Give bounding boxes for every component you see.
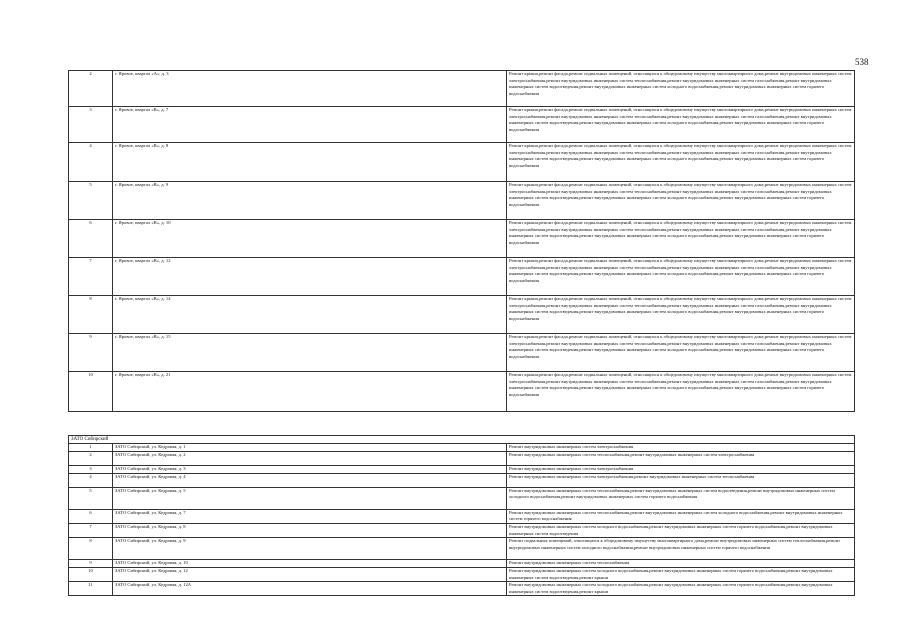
row-work-types: Ремонт внутридомовых инженерных систем холодного водоснабжения,ремонт внутридомовых инженерных систем горячего водоснабжения,ремонт внутридомовых инженерных систем водоотведения,ремонт крыши	[507, 582, 855, 596]
row-work-types: Ремонт крыши,ремонт фасада,ремонт подвальных помещений, относящихся к общедомовому имуществу многоквартирного дома,ремонт внутридомовых инженерных систем электроснабжения,ремонт внутридомовых инженерных систем теплоснабжения,ремонт внутридомовых инженерных систем газоснабжения,ремонт внутридомовых инженерных систем водоотведения,ремонт внутридомовых инженерных систем холодного водоснабжения,ремонт внутридомовых инженерных систем горячего водоснабжения	[507, 334, 855, 372]
row-number: 8	[69, 296, 113, 334]
table-row	[69, 582, 855, 596]
row-work-types: Ремонт внутридомовых инженерных систем холодного водоснабжения,ремонт внутридомовых инженерных систем горячего водоснабжения,ремонт внутридомовых инженерных систем водоотведения	[507, 523, 855, 537]
row-address: г. Яровое, квартал «В», д. 12	[113, 258, 507, 296]
table-row	[69, 334, 855, 372]
row-address: г. Яровое, квартал «В», д. 8	[113, 143, 507, 182]
row-number: 2	[69, 451, 113, 465]
row-address: ЗАТО Сибирский, ул. Кедровая, д. 8	[113, 523, 507, 537]
row-address: ЗАТО Сибирский, ул. Кедровая, д. 3	[113, 465, 507, 473]
row-address: ЗАТО Сибирский, ул. Кедровая, д. 10	[113, 560, 507, 568]
row-address: ЗАТО Сибирский, ул. Кедровая, д. 12	[113, 567, 507, 581]
table-row	[69, 473, 855, 487]
table-row	[69, 143, 855, 182]
row-number: 3	[69, 465, 113, 473]
row-work-types: Ремонт внутридомовых инженерных систем теплоснабжения,ремонт внутридомовых инженерных систем холодного водоснабжения,ремонт внутридомовых инженерных систем горячего водоснабжения	[507, 509, 855, 523]
table-row	[69, 538, 855, 560]
row-work-types: Ремонт внутридомовых инженерных систем электроснабжения,ремонт внутридомовых инженерных систем теплоснабжения	[507, 473, 855, 487]
row-number: 5	[69, 487, 113, 509]
row-address: г. Яровое, квартал «В», д. 7	[113, 107, 507, 143]
row-address: г. Яровое, квартал «В», д. 21	[113, 372, 507, 412]
table-row	[69, 451, 855, 465]
row-address: г. Яровое, квартал «В», д. 14	[113, 296, 507, 334]
row-address: ЗАТО Сибирский, ул. Кедровая, д. 4	[113, 473, 507, 487]
row-number: 8	[69, 538, 113, 560]
table-row	[69, 509, 855, 523]
table-row	[69, 71, 855, 107]
table-row	[69, 296, 855, 334]
section-header-row	[69, 436, 855, 444]
row-address: ЗАТО Сибирский, ул. Кедровая, д. 12А	[113, 582, 507, 596]
row-number: 6	[69, 220, 113, 258]
row-number: 10	[69, 567, 113, 581]
table-row	[69, 523, 855, 537]
row-address: г. Яровое, квартал «В», д. 15	[113, 334, 507, 372]
row-number: 2	[69, 71, 113, 107]
row-work-types: Ремонт крыши,ремонт фасада,ремонт подвальных помещений, относящихся к общедомовому имуществу многоквартирного дома,ремонт внутридомовых инженерных систем электроснабжения,ремонт внутридомовых инженерных систем теплоснабжения,ремонт внутридомовых инженерных систем газоснабжения,ремонт внутридомовых инженерных систем водоотведения,ремонт внутридомовых инженерных систем холодного водоснабжения,ремонт внутридомовых инженерных систем горячего водоснабжения	[507, 220, 855, 258]
row-work-types: Ремонт крыши,ремонт фасада,ремонт подвальных помещений, относящихся к общедомовому имуществу многоквартирного дома,ремонт внутридомовых инженерных систем электроснабжения,ремонт внутридомовых инженерных систем теплоснабжения,ремонт внутридомовых инженерных систем газоснабжения,ремонт внутридомовых инженерных систем водоотведения,ремонт внутридомовых инженерных систем холодного водоснабжения,ремонт внутридомовых инженерных систем горячего водоснабжения	[507, 71, 855, 107]
section-title: ЗАТО Сибирский	[69, 436, 855, 444]
row-work-types: Ремонт крыши,ремонт фасада,ремонт подвальных помещений, относящихся к общедомовому имуществу многоквартирного дома,ремонт внутридомовых инженерных систем электроснабжения,ремонт внутридомовых инженерных систем теплоснабжения,ремонт внутридомовых инженерных систем газоснабжения,ремонт внутридомовых инженерных систем водоотведения,ремонт внутридомовых инженерных систем холодного водоснабжения,ремонт внутридомовых инженерных систем горячего водоснабжения	[507, 107, 855, 143]
row-work-types: Ремонт крыши,ремонт фасада,ремонт подвальных помещений, относящихся к общедомовому имуществу многоквартирного дома,ремонт внутридомовых инженерных систем электроснабжения,ремонт внутридомовых инженерных систем теплоснабжения,ремонт внутридомовых инженерных систем газоснабжения,ремонт внутридомовых инженерных систем водоотведения,ремонт внутридомовых инженерных систем холодного водоснабжения,ремонт внутридомовых инженерных систем горячего водоснабжения	[507, 372, 855, 412]
table-row	[69, 444, 855, 452]
table-row	[69, 182, 855, 220]
row-address: г. Яровое, квартал «В», д. 9	[113, 182, 507, 220]
row-number: 3	[69, 107, 113, 143]
row-work-types: Ремонт подвальных помещений, относящихся к общедомовому имуществу многоквартирного дома,ремонт внутридомовых инженерных систем теплоснабжения,ремонт внутридомовых инженерных систем холодного водоснабжения,ремонт внутридомовых инженерных систем горячего водоснабжения	[507, 538, 855, 560]
row-address: ЗАТО Сибирский, ул. Кедровая, д. 2	[113, 451, 507, 465]
row-address: г. Яровое, квартал «В», д. 10	[113, 220, 507, 258]
row-number: 4	[69, 473, 113, 487]
table-row	[69, 567, 855, 581]
row-address: г. Яровое, квартал «А», д. 3	[113, 71, 507, 107]
row-work-types: Ремонт внутридомовых инженерных систем электроснабжения	[507, 465, 855, 473]
row-number: 9	[69, 560, 113, 568]
row-work-types: Ремонт внутридомовых инженерных систем теплоснабжения	[507, 560, 855, 568]
row-work-types: Ремонт крыши,ремонт фасада,ремонт подвальных помещений, относящихся к общедомовому имуществу многоквартирного дома,ремонт внутридомовых инженерных систем электроснабжения,ремонт внутридомовых инженерных систем теплоснабжения,ремонт внутридомовых инженерных систем газоснабжения,ремонт внутридомовых инженерных систем водоотведения,ремонт внутридомовых инженерных систем холодного водоснабжения,ремонт внутридомовых инженерных систем горячего водоснабжения	[507, 296, 855, 334]
row-number: 11	[69, 582, 113, 596]
row-work-types: Ремонт крыши,ремонт фасада,ремонт подвальных помещений, относящихся к общедомовому имуществу многоквартирного дома,ремонт внутридомовых инженерных систем электроснабжения,ремонт внутридомовых инженерных систем теплоснабжения,ремонт внутридомовых инженерных систем газоснабжения,ремонт внутридомовых инженерных систем водоотведения,ремонт внутридомовых инженерных систем холодного водоснабжения,ремонт внутридомовых инженерных систем горячего водоснабжения	[507, 258, 855, 296]
row-address: ЗАТО Сибирский, ул. Кедровая, д. 5	[113, 487, 507, 509]
row-work-types: Ремонт крыши,ремонт фасада,ремонт подвальных помещений, относящихся к общедомовому имуществу многоквартирного дома,ремонт внутридомовых инженерных систем электроснабжения,ремонт внутридомовых инженерных систем теплоснабжения,ремонт внутридомовых инженерных систем газоснабжения,ремонт внутридомовых инженерных систем водоотведения,ремонт внутридомовых инженерных систем холодного водоснабжения,ремонт внутридомовых инженерных систем горячего водоснабжения	[507, 182, 855, 220]
repair-program-table	[68, 70, 855, 596]
row-work-types: Ремонт внутридомовых инженерных систем теплоснабжения,ремонт внутридомовых инженерных систем водоотведения,ремонт внутридомовых инженерных систем холодного водоснабжения,ремонт внутридомовых инженерных систем горячего водоснабжения	[507, 487, 855, 509]
row-number: 10	[69, 372, 113, 412]
row-work-types: Ремонт крыши,ремонт фасада,ремонт подвальных помещений, относящихся к общедомовому имуществу многоквартирного дома,ремонт внутридомовых инженерных систем электроснабжения,ремонт внутридомовых инженерных систем теплоснабжения,ремонт внутридомовых инженерных систем газоснабжения,ремонт внутридомовых инженерных систем водоотведения,ремонт внутридомовых инженерных систем холодного водоснабжения,ремонт внутридомовых инженерных систем горячего водоснабжения	[507, 143, 855, 182]
row-address: ЗАТО Сибирский, ул. Кедровая, д. 9	[113, 538, 507, 560]
table-row	[69, 560, 855, 568]
row-work-types: Ремонт внутридомовых инженерных систем электроснабжения	[507, 444, 855, 452]
row-number: 7	[69, 523, 113, 537]
row-address: ЗАТО Сибирский, ул. Кедровая, д. 7	[113, 509, 507, 523]
row-number: 1	[69, 444, 113, 452]
row-number: 4	[69, 143, 113, 182]
row-work-types: Ремонт внутридомовых инженерных систем теплоснабжения,ремонт внутридомовых инженерных систем электроснабжения	[507, 451, 855, 465]
table-row	[69, 258, 855, 296]
table-row	[69, 465, 855, 473]
table-gap	[69, 412, 855, 436]
row-work-types: Ремонт внутридомовых инженерных систем холодного водоснабжения,ремонт внутридомовых инженерных систем горячего водоснабжения,ремонт внутридомовых инженерных систем водоотведения,ремонт крыши	[507, 567, 855, 581]
table-row	[69, 372, 855, 412]
row-number: 6	[69, 509, 113, 523]
row-address: ЗАТО Сибирский, ул. Кедровая, д. 1	[113, 444, 507, 452]
row-number: 9	[69, 334, 113, 372]
page-number: 538	[855, 57, 869, 67]
table-row	[69, 487, 855, 509]
table-row	[69, 220, 855, 258]
table-row	[69, 107, 855, 143]
row-number: 7	[69, 258, 113, 296]
row-number: 5	[69, 182, 113, 220]
